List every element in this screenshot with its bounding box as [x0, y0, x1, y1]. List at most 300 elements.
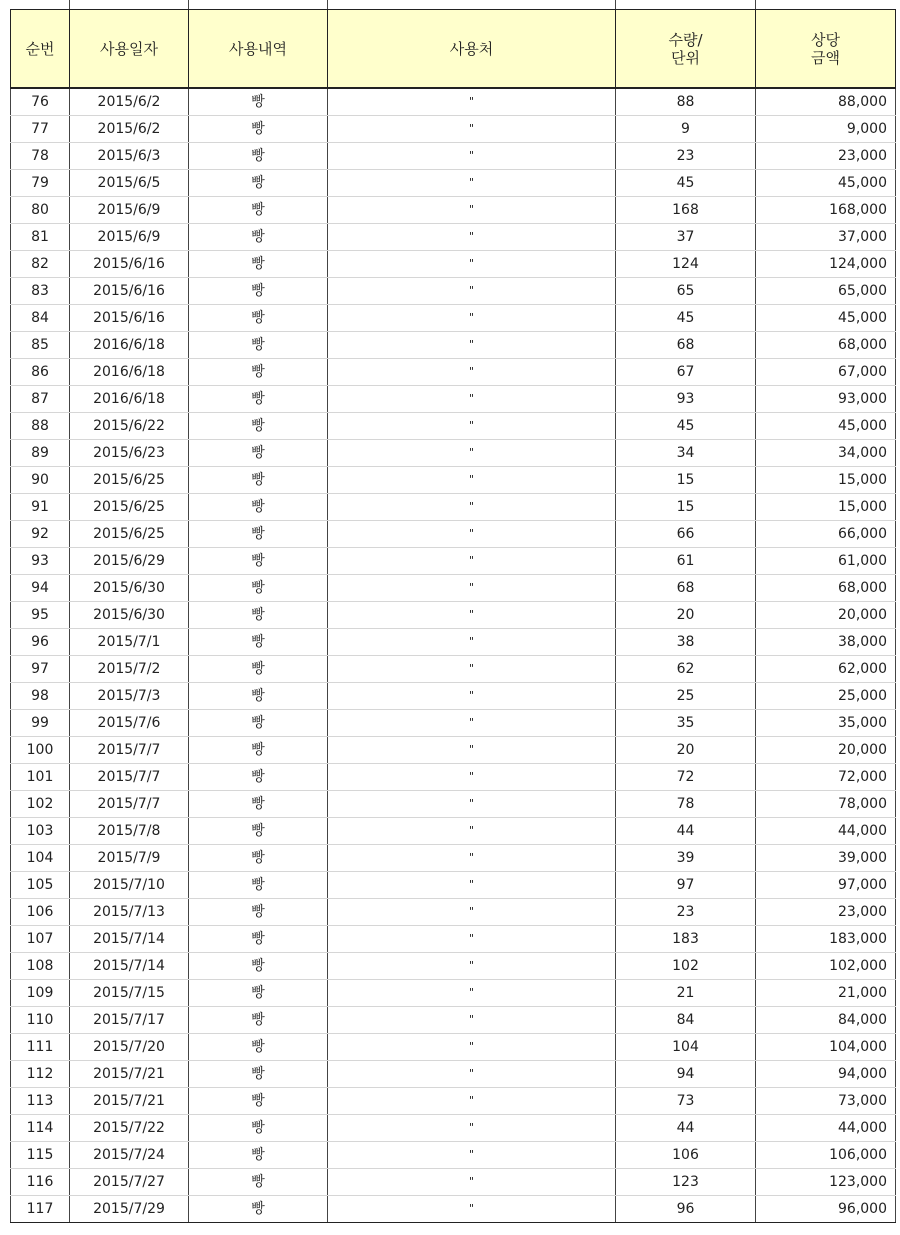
- cell-date: 2015/6/2: [70, 116, 189, 143]
- cell-amount: 78,000: [756, 791, 896, 818]
- cell-amount: 21,000: [756, 980, 896, 1007]
- cell-no: 88: [11, 413, 70, 440]
- cell-quantity: 72: [616, 764, 756, 791]
- cell-item: 빵: [189, 305, 328, 332]
- cell-amount: 73,000: [756, 1088, 896, 1115]
- cell-place: ": [328, 764, 616, 791]
- cell-no: 89: [11, 440, 70, 467]
- cell-date: 2015/6/22: [70, 413, 189, 440]
- cell-quantity: 39: [616, 845, 756, 872]
- cell-amount: 34,000: [756, 440, 896, 467]
- cell-no: 108: [11, 953, 70, 980]
- table-row: [11, 197, 896, 224]
- cell-amount: 45,000: [756, 170, 896, 197]
- cell-amount: 25,000: [756, 683, 896, 710]
- cell-place: ": [328, 1142, 616, 1169]
- cell-amount: 45,000: [756, 413, 896, 440]
- cell-date: 2015/7/15: [70, 980, 189, 1007]
- cell-item: 빵: [189, 224, 328, 251]
- cell-place: ": [328, 88, 616, 116]
- cell-amount: 94,000: [756, 1061, 896, 1088]
- cell-place: ": [328, 1007, 616, 1034]
- cell-date: 2015/7/3: [70, 683, 189, 710]
- cell-date: 2015/7/14: [70, 953, 189, 980]
- cell-item: 빵: [189, 467, 328, 494]
- cell-item: 빵: [189, 980, 328, 1007]
- cell-quantity: 23: [616, 143, 756, 170]
- cell-date: 2015/6/3: [70, 143, 189, 170]
- cell-item: 빵: [189, 764, 328, 791]
- cell-quantity: 183: [616, 926, 756, 953]
- cell-date: 2015/7/6: [70, 710, 189, 737]
- cell-place: ": [328, 926, 616, 953]
- table-row: [11, 1142, 896, 1169]
- table-row: [11, 332, 896, 359]
- cell-item: 빵: [189, 1061, 328, 1088]
- cell-quantity: 94: [616, 1061, 756, 1088]
- cell-date: 2015/6/2: [70, 88, 189, 116]
- cell-quantity: 21: [616, 980, 756, 1007]
- cell-date: 2015/7/1: [70, 629, 189, 656]
- cell-item: 빵: [189, 386, 328, 413]
- table-row: [11, 1061, 896, 1088]
- cell-place: ": [328, 521, 616, 548]
- table-row: [11, 143, 896, 170]
- header-amount: [756, 10, 896, 89]
- cell-quantity: 45: [616, 305, 756, 332]
- cell-date: 2015/6/9: [70, 224, 189, 251]
- table-row: [11, 575, 896, 602]
- cell-item: 빵: [189, 1115, 328, 1142]
- cell-quantity: 73: [616, 1088, 756, 1115]
- cell-place: ": [328, 1088, 616, 1115]
- cell-quantity: 35: [616, 710, 756, 737]
- cell-place: ": [328, 953, 616, 980]
- cell-item: 빵: [189, 845, 328, 872]
- table-row: [11, 764, 896, 791]
- cell-amount: 104,000: [756, 1034, 896, 1061]
- cell-no: 82: [11, 251, 70, 278]
- table-body: [11, 88, 896, 1223]
- table-row: [11, 953, 896, 980]
- column-tick: [327, 0, 328, 9]
- cell-item: 빵: [189, 710, 328, 737]
- cell-no: 76: [11, 88, 70, 116]
- cell-quantity: 96: [616, 1196, 756, 1223]
- cell-item: 빵: [189, 1088, 328, 1115]
- cell-no: 77: [11, 116, 70, 143]
- header-item: 사용내역: [189, 10, 328, 89]
- cell-place: ": [328, 494, 616, 521]
- table-row: [11, 88, 896, 116]
- cell-place: ": [328, 575, 616, 602]
- cell-amount: 65,000: [756, 278, 896, 305]
- cell-place: ": [328, 683, 616, 710]
- cell-no: 106: [11, 899, 70, 926]
- cell-no: 117: [11, 1196, 70, 1223]
- cell-no: 87: [11, 386, 70, 413]
- table-row: [11, 1115, 896, 1142]
- cell-place: ": [328, 143, 616, 170]
- cell-quantity: 78: [616, 791, 756, 818]
- cell-no: 112: [11, 1061, 70, 1088]
- table-row: [11, 224, 896, 251]
- cell-amount: 23,000: [756, 143, 896, 170]
- cell-date: 2015/7/22: [70, 1115, 189, 1142]
- cell-item: 빵: [189, 1169, 328, 1196]
- cell-date: 2015/7/7: [70, 737, 189, 764]
- table-row: [11, 1088, 896, 1115]
- cell-date: 2015/7/17: [70, 1007, 189, 1034]
- cell-no: 99: [11, 710, 70, 737]
- cell-place: ": [328, 332, 616, 359]
- cell-amount: 93,000: [756, 386, 896, 413]
- table-row: [11, 386, 896, 413]
- cell-date: 2015/6/25: [70, 494, 189, 521]
- cell-amount: 97,000: [756, 872, 896, 899]
- cell-no: 111: [11, 1034, 70, 1061]
- cell-amount: 72,000: [756, 764, 896, 791]
- cell-place: ": [328, 1115, 616, 1142]
- cell-place: ": [328, 656, 616, 683]
- cell-date: 2015/7/10: [70, 872, 189, 899]
- cell-no: 105: [11, 872, 70, 899]
- cell-no: 94: [11, 575, 70, 602]
- cell-quantity: 23: [616, 899, 756, 926]
- cell-amount: 37,000: [756, 224, 896, 251]
- cell-date: 2015/6/30: [70, 575, 189, 602]
- cell-item: 빵: [189, 197, 328, 224]
- cell-no: 81: [11, 224, 70, 251]
- table-row: [11, 1034, 896, 1061]
- cell-quantity: 15: [616, 494, 756, 521]
- table-row: [11, 413, 896, 440]
- cell-item: 빵: [189, 1007, 328, 1034]
- cell-item: 빵: [189, 548, 328, 575]
- cell-amount: 44,000: [756, 1115, 896, 1142]
- cell-amount: 15,000: [756, 467, 896, 494]
- cell-quantity: 67: [616, 359, 756, 386]
- table-row: [11, 683, 896, 710]
- cell-place: ": [328, 602, 616, 629]
- table-row: [11, 494, 896, 521]
- cell-quantity: 68: [616, 575, 756, 602]
- cell-no: 83: [11, 278, 70, 305]
- cell-quantity: 9: [616, 116, 756, 143]
- table-row: [11, 170, 896, 197]
- cell-item: 빵: [189, 683, 328, 710]
- table-row: [11, 1196, 896, 1223]
- cell-date: 2015/6/16: [70, 251, 189, 278]
- cell-date: 2015/7/7: [70, 764, 189, 791]
- cell-no: 78: [11, 143, 70, 170]
- cell-place: ": [328, 818, 616, 845]
- cell-item: 빵: [189, 899, 328, 926]
- cell-quantity: 68: [616, 332, 756, 359]
- table-row: [11, 251, 896, 278]
- cell-date: 2015/7/2: [70, 656, 189, 683]
- table-row: [11, 116, 896, 143]
- cell-place: ": [328, 197, 616, 224]
- cell-item: 빵: [189, 251, 328, 278]
- table-row: [11, 926, 896, 953]
- cell-date: 2015/7/21: [70, 1061, 189, 1088]
- cell-amount: 88,000: [756, 88, 896, 116]
- cell-amount: 61,000: [756, 548, 896, 575]
- table-row: [11, 845, 896, 872]
- cell-item: 빵: [189, 872, 328, 899]
- cell-no: 93: [11, 548, 70, 575]
- cell-place: ": [328, 737, 616, 764]
- cell-amount: 96,000: [756, 1196, 896, 1223]
- cell-no: 116: [11, 1169, 70, 1196]
- cell-item: 빵: [189, 656, 328, 683]
- cell-item: 빵: [189, 1034, 328, 1061]
- cell-amount: 15,000: [756, 494, 896, 521]
- cell-quantity: 65: [616, 278, 756, 305]
- cell-amount: 39,000: [756, 845, 896, 872]
- cell-quantity: 124: [616, 251, 756, 278]
- cell-quantity: 62: [616, 656, 756, 683]
- cell-item: 빵: [189, 170, 328, 197]
- cell-item: 빵: [189, 575, 328, 602]
- cell-no: 115: [11, 1142, 70, 1169]
- cell-place: ": [328, 791, 616, 818]
- cell-no: 91: [11, 494, 70, 521]
- cell-item: 빵: [189, 818, 328, 845]
- cell-amount: 123,000: [756, 1169, 896, 1196]
- header-no: 순번: [11, 10, 70, 89]
- cell-amount: 68,000: [756, 332, 896, 359]
- cell-amount: 183,000: [756, 926, 896, 953]
- cell-quantity: 44: [616, 818, 756, 845]
- cell-item: 빵: [189, 1196, 328, 1223]
- cell-no: 101: [11, 764, 70, 791]
- cell-place: ": [328, 1034, 616, 1061]
- usage-table: [10, 9, 896, 1223]
- table-row: [11, 305, 896, 332]
- header-place: 사용처: [328, 10, 616, 89]
- cell-amount: 44,000: [756, 818, 896, 845]
- cell-no: 114: [11, 1115, 70, 1142]
- cell-quantity: 45: [616, 170, 756, 197]
- cell-no: 80: [11, 197, 70, 224]
- cell-date: 2015/6/9: [70, 197, 189, 224]
- cell-no: 110: [11, 1007, 70, 1034]
- cell-quantity: 37: [616, 224, 756, 251]
- cell-place: ": [328, 251, 616, 278]
- cell-date: 2015/7/20: [70, 1034, 189, 1061]
- table-row: [11, 359, 896, 386]
- column-tick: [69, 0, 70, 9]
- table-row: [11, 440, 896, 467]
- column-tick: [755, 0, 756, 9]
- cell-quantity: 84: [616, 1007, 756, 1034]
- cell-no: 109: [11, 980, 70, 1007]
- cell-amount: 23,000: [756, 899, 896, 926]
- cell-quantity: 38: [616, 629, 756, 656]
- cell-place: ": [328, 305, 616, 332]
- cell-place: ": [328, 629, 616, 656]
- cell-amount: 20,000: [756, 602, 896, 629]
- cell-item: 빵: [189, 359, 328, 386]
- cell-date: 2015/7/9: [70, 845, 189, 872]
- cell-item: 빵: [189, 88, 328, 116]
- table-row: [11, 980, 896, 1007]
- cell-place: ": [328, 872, 616, 899]
- cell-item: 빵: [189, 791, 328, 818]
- cell-place: ": [328, 1061, 616, 1088]
- table-row: [11, 602, 896, 629]
- cell-no: 86: [11, 359, 70, 386]
- table-row: [11, 656, 896, 683]
- cell-item: 빵: [189, 926, 328, 953]
- cell-no: 79: [11, 170, 70, 197]
- cell-place: ": [328, 386, 616, 413]
- header-quantity-line2: 단위: [671, 48, 700, 67]
- cell-place: ": [328, 1169, 616, 1196]
- cell-item: 빵: [189, 602, 328, 629]
- cell-place: ": [328, 980, 616, 1007]
- cell-place: ": [328, 359, 616, 386]
- cell-no: 84: [11, 305, 70, 332]
- header-amount-line2: 금액: [811, 48, 840, 67]
- cell-item: 빵: [189, 413, 328, 440]
- header-quantity: [616, 10, 756, 89]
- cell-date: 2015/6/23: [70, 440, 189, 467]
- cell-quantity: 123: [616, 1169, 756, 1196]
- cell-place: ": [328, 116, 616, 143]
- cell-date: 2015/6/25: [70, 521, 189, 548]
- cell-date: 2016/6/18: [70, 359, 189, 386]
- table-row: [11, 899, 896, 926]
- cell-quantity: 104: [616, 1034, 756, 1061]
- cell-no: 97: [11, 656, 70, 683]
- cell-place: ": [328, 170, 616, 197]
- cell-date: 2015/7/7: [70, 791, 189, 818]
- cell-place: ": [328, 467, 616, 494]
- cell-item: 빵: [189, 629, 328, 656]
- cell-date: 2015/7/29: [70, 1196, 189, 1223]
- cell-date: 2015/6/29: [70, 548, 189, 575]
- cell-quantity: 88: [616, 88, 756, 116]
- header-date: 사용일자: [70, 10, 189, 89]
- table-row: [11, 467, 896, 494]
- table-row: [11, 521, 896, 548]
- cell-quantity: 20: [616, 737, 756, 764]
- cell-date: 2016/6/18: [70, 332, 189, 359]
- cell-no: 100: [11, 737, 70, 764]
- cell-place: ": [328, 413, 616, 440]
- cell-quantity: 168: [616, 197, 756, 224]
- column-tick: [615, 0, 616, 9]
- cell-item: 빵: [189, 143, 328, 170]
- table-row: [11, 872, 896, 899]
- table-row: [11, 548, 896, 575]
- cell-no: 96: [11, 629, 70, 656]
- cell-amount: 84,000: [756, 1007, 896, 1034]
- table-row: [11, 629, 896, 656]
- cell-quantity: 25: [616, 683, 756, 710]
- cell-item: 빵: [189, 332, 328, 359]
- cell-quantity: 34: [616, 440, 756, 467]
- cell-quantity: 102: [616, 953, 756, 980]
- cell-date: 2015/6/16: [70, 305, 189, 332]
- cell-place: ": [328, 440, 616, 467]
- cell-amount: 9,000: [756, 116, 896, 143]
- cell-place: ": [328, 278, 616, 305]
- cell-quantity: 15: [616, 467, 756, 494]
- header-amount-line1: 상당: [811, 30, 840, 49]
- cell-place: ": [328, 899, 616, 926]
- table-row: [11, 1007, 896, 1034]
- cell-date: 2015/7/24: [70, 1142, 189, 1169]
- cell-no: 113: [11, 1088, 70, 1115]
- cell-date: 2015/7/13: [70, 899, 189, 926]
- cell-quantity: 44: [616, 1115, 756, 1142]
- cell-place: ": [328, 1196, 616, 1223]
- cell-place: ": [328, 845, 616, 872]
- cell-no: 90: [11, 467, 70, 494]
- cell-date: 2015/6/5: [70, 170, 189, 197]
- cell-no: 103: [11, 818, 70, 845]
- cell-date: 2015/7/27: [70, 1169, 189, 1196]
- cell-place: ": [328, 548, 616, 575]
- cell-item: 빵: [189, 440, 328, 467]
- cell-amount: 35,000: [756, 710, 896, 737]
- cell-item: 빵: [189, 116, 328, 143]
- cell-amount: 102,000: [756, 953, 896, 980]
- cell-quantity: 61: [616, 548, 756, 575]
- cell-date: 2015/7/21: [70, 1088, 189, 1115]
- cell-date: 2016/6/18: [70, 386, 189, 413]
- cell-amount: 168,000: [756, 197, 896, 224]
- cell-quantity: 93: [616, 386, 756, 413]
- cell-amount: 67,000: [756, 359, 896, 386]
- cell-item: 빵: [189, 953, 328, 980]
- header-quantity-line1: 수량/: [668, 30, 703, 49]
- cell-date: 2015/7/8: [70, 818, 189, 845]
- cell-date: 2015/6/16: [70, 278, 189, 305]
- cell-item: 빵: [189, 1142, 328, 1169]
- table-row: [11, 1169, 896, 1196]
- table-row: [11, 791, 896, 818]
- cell-amount: 124,000: [756, 251, 896, 278]
- cell-date: 2015/6/30: [70, 602, 189, 629]
- column-tick: [188, 0, 189, 9]
- cell-amount: 38,000: [756, 629, 896, 656]
- cell-no: 102: [11, 791, 70, 818]
- table-row: [11, 278, 896, 305]
- cell-amount: 62,000: [756, 656, 896, 683]
- cell-no: 95: [11, 602, 70, 629]
- cell-item: 빵: [189, 737, 328, 764]
- cell-no: 104: [11, 845, 70, 872]
- header-row: [11, 10, 896, 89]
- cell-quantity: 45: [616, 413, 756, 440]
- table-row: [11, 737, 896, 764]
- cell-place: ": [328, 224, 616, 251]
- cell-date: 2015/7/14: [70, 926, 189, 953]
- cell-item: 빵: [189, 494, 328, 521]
- cell-quantity: 20: [616, 602, 756, 629]
- cell-quantity: 66: [616, 521, 756, 548]
- cell-item: 빵: [189, 278, 328, 305]
- cell-no: 107: [11, 926, 70, 953]
- cell-amount: 66,000: [756, 521, 896, 548]
- cell-amount: 45,000: [756, 305, 896, 332]
- cell-no: 85: [11, 332, 70, 359]
